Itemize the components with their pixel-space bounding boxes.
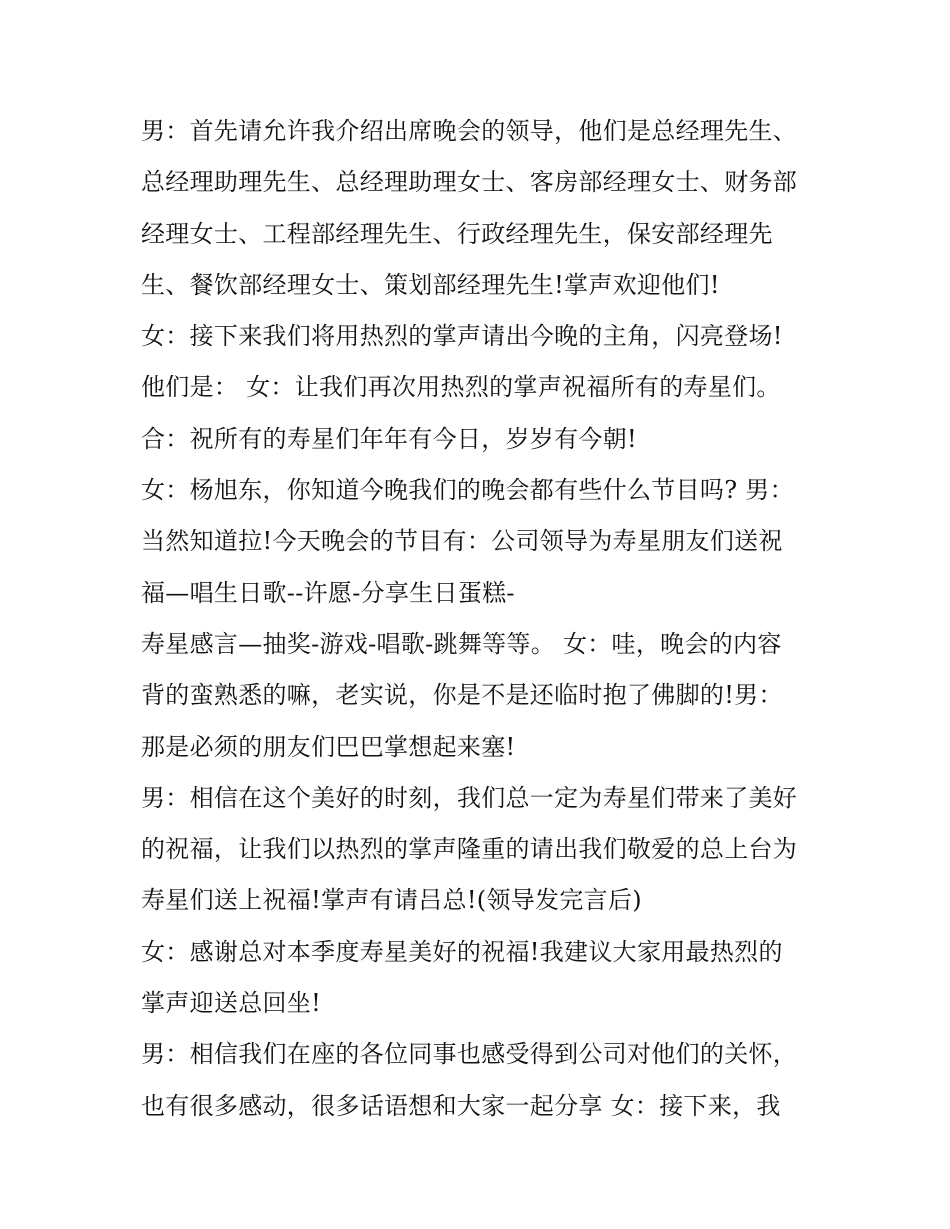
- text-line: 女：接下来我们将用热烈的掌声请出今晚的主角，闪亮登场!: [141, 322, 783, 351]
- text-line: 女：杨旭东，你知道今晚我们的晚会都有些什么节目吗? 男：: [141, 476, 794, 505]
- text-line: 也有很多感动，很多话语想和大家一起分享 女：接下来，我: [141, 1091, 781, 1120]
- text-line: 寿星们送上祝福!掌声有请吕总!(领导发完言后): [141, 886, 642, 915]
- text-line: 那是必须的朋友们巴巴掌想起来塞!: [141, 732, 516, 761]
- text-line: 男：首先请允许我介绍出席晚会的领导，他们是总经理先生、: [141, 117, 798, 145]
- text-line: 的祝福，让我们以热烈的掌声隆重的请出我们敬爱的总上台为: [141, 835, 798, 864]
- document-body: [141, 106, 821, 1132]
- text-line: 他们是： 女：让我们再次用热烈的掌声祝福所有的寿星们。: [141, 373, 781, 402]
- text-line: 寿星感言—抽奖-游戏-唱歌-跳舞等等。 女：哇，晚会的内容: [141, 629, 782, 658]
- text-line: 福—唱生日歌--许愿-分享生日蛋糕-: [141, 578, 515, 607]
- text-line: 总经理助理先生、总经理助理女士、客房部经理女士、财务部: [141, 168, 798, 197]
- text-line: 女：感谢总对本季度寿星美好的祝福!我建议大家用最热烈的: [141, 937, 783, 966]
- text-line: 男：相信在这个美好的时刻，我们总一定为寿星们带来了美好: [141, 783, 798, 812]
- text-line: 经理女士、工程部经理先生、行政经理先生，保安部经理先: [141, 219, 773, 248]
- text-line: 当然知道拉!今天晚会的节目有：公司领导为寿星朋友们送祝: [141, 527, 783, 556]
- text-line: 掌声迎送总回坐!: [141, 989, 322, 1018]
- text-line: 背的蛮熟悉的嘛，老实说，你是不是还临时抱了佛脚的!男：: [141, 681, 783, 710]
- text-line: 合：祝所有的寿星们年年有今日，岁岁有今朝!: [141, 424, 637, 453]
- text-line: 生、餐饮部经理女士、策划部经理先生!掌声欢迎他们!: [141, 270, 720, 299]
- text-line: 男：相信我们在座的各位同事也感受得到公司对他们的关怀，: [141, 1040, 798, 1069]
